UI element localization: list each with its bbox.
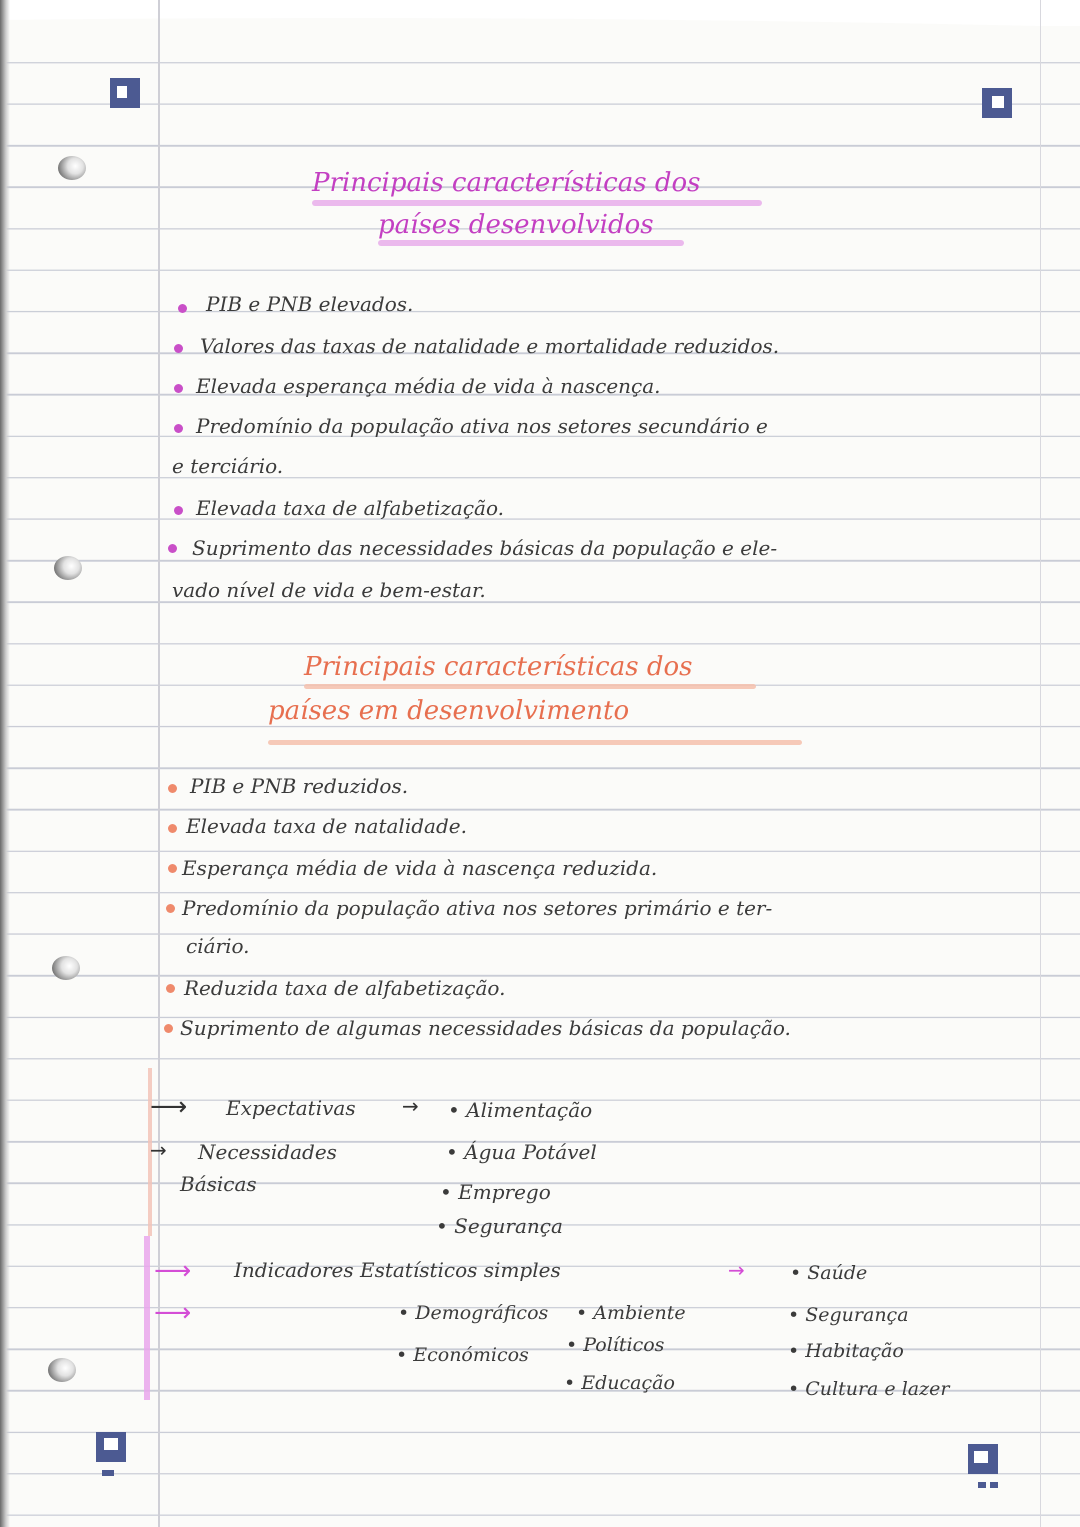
section1-bullet: Elevada esperança média de vida à nascença. [196, 374, 661, 398]
bullet-dot [178, 304, 187, 313]
page-top-edge [0, 0, 1080, 26]
section1-bullet-continued: vado nível de vida e bem-estar. [172, 578, 486, 602]
bullet-dot [166, 984, 175, 993]
corner-marker-bottom-left [96, 1432, 126, 1462]
bullet-dot [168, 864, 177, 873]
title-underline [378, 240, 684, 246]
arrow-right-icon: → [728, 1258, 745, 1282]
title-underline [268, 740, 802, 745]
arrow-right-icon: ⟶ [154, 1298, 192, 1328]
arrow-right-icon: → [150, 1138, 167, 1162]
corner-marker-bottom-right [968, 1444, 998, 1474]
binding-edge [0, 0, 10, 1527]
diagram2-heading: Indicadores Estatísticos simples [234, 1258, 561, 1282]
section1-title-line1: Principais características dos [312, 168, 701, 198]
bullet-dot [166, 904, 175, 913]
section2-bullet: PIB e PNB reduzidos. [190, 774, 409, 798]
section1-bullet: Valores das taxas de natalidade e mortalidade reduzidos. [200, 334, 780, 358]
diagram2-indicator: • Educação [564, 1372, 675, 1394]
diagram1-list-item: • Emprego [440, 1180, 551, 1204]
section2-bullet: Suprimento de algumas necessidades básicas da população. [180, 1016, 791, 1040]
diagram1-item: Necessidades [198, 1140, 337, 1164]
diagram1-list-item: • Segurança [436, 1214, 563, 1238]
section2-title-line2: países em desenvolvimento [268, 696, 630, 726]
section2-bullet: Reduzida taxa de alfabetização. [184, 976, 506, 1000]
punch-hole [58, 156, 86, 180]
arrow-right-icon: ⟶ [150, 1092, 188, 1122]
section2-title-line1: Principais características dos [304, 652, 693, 682]
bullet-dot [168, 824, 177, 833]
punch-hole [52, 956, 80, 980]
corner-marker-top-left [110, 78, 140, 108]
diagram1-item: Básicas [180, 1172, 257, 1196]
diagram1-list-item: • Água Potável [446, 1140, 597, 1164]
diagram2-indicator: • Cultura e lazer [788, 1378, 950, 1400]
bullet-dot [174, 506, 183, 515]
title-underline [304, 684, 756, 689]
bullet-dot [174, 384, 183, 393]
diagram1-list-item: • Alimentação [448, 1098, 593, 1122]
bullet-dot [174, 344, 183, 353]
diagram2-indicator: • Saúde [790, 1262, 868, 1284]
punch-hole [54, 556, 82, 580]
section1-title-line2: países desenvolvidos [378, 210, 654, 240]
arrow-right-icon: ⟶ [154, 1256, 192, 1286]
diagram2-indicator: • Ambiente [576, 1302, 686, 1324]
bracket-line [144, 1236, 150, 1400]
corner-marker-top-right [982, 88, 1012, 118]
diagram1-item: Expectativas [226, 1096, 356, 1120]
diagram2-indicator: • Económicos [396, 1344, 529, 1366]
section1-bullet: Elevada taxa de alfabetização. [196, 496, 505, 520]
section1-bullet: Predomínio da população ativa nos setores secundário e [196, 414, 768, 438]
marker-dots [978, 1482, 998, 1488]
section1-bullet: PIB e PNB elevados. [206, 292, 414, 316]
bullet-dot [164, 1024, 173, 1033]
section1-bullet: Suprimento das necessidades básicas da população e ele- [192, 536, 778, 560]
bullet-dot [174, 424, 183, 433]
diagram2-indicator: • Segurança [788, 1304, 909, 1326]
diagram2-indicator: • Políticos [566, 1334, 665, 1356]
section2-bullet: Esperança média de vida à nascença reduzida. [182, 856, 658, 880]
marker-dots [102, 1470, 114, 1476]
arrow-right-icon: → [402, 1094, 419, 1118]
punch-hole [48, 1358, 76, 1382]
section2-bullet: Predomínio da população ativa nos setores primário e ter- [182, 896, 773, 920]
bullet-dot [168, 544, 177, 553]
diagram2-indicator: • Habitação [788, 1340, 904, 1362]
right-edge-line [1040, 0, 1041, 1527]
diagram2-indicator: • Demográficos [398, 1302, 549, 1324]
section2-bullet-continued: ciário. [186, 934, 250, 958]
section1-bullet-continued: e terciário. [172, 454, 284, 478]
title-underline [312, 200, 762, 206]
bullet-dot [168, 784, 177, 793]
section2-bullet: Elevada taxa de natalidade. [186, 814, 467, 838]
